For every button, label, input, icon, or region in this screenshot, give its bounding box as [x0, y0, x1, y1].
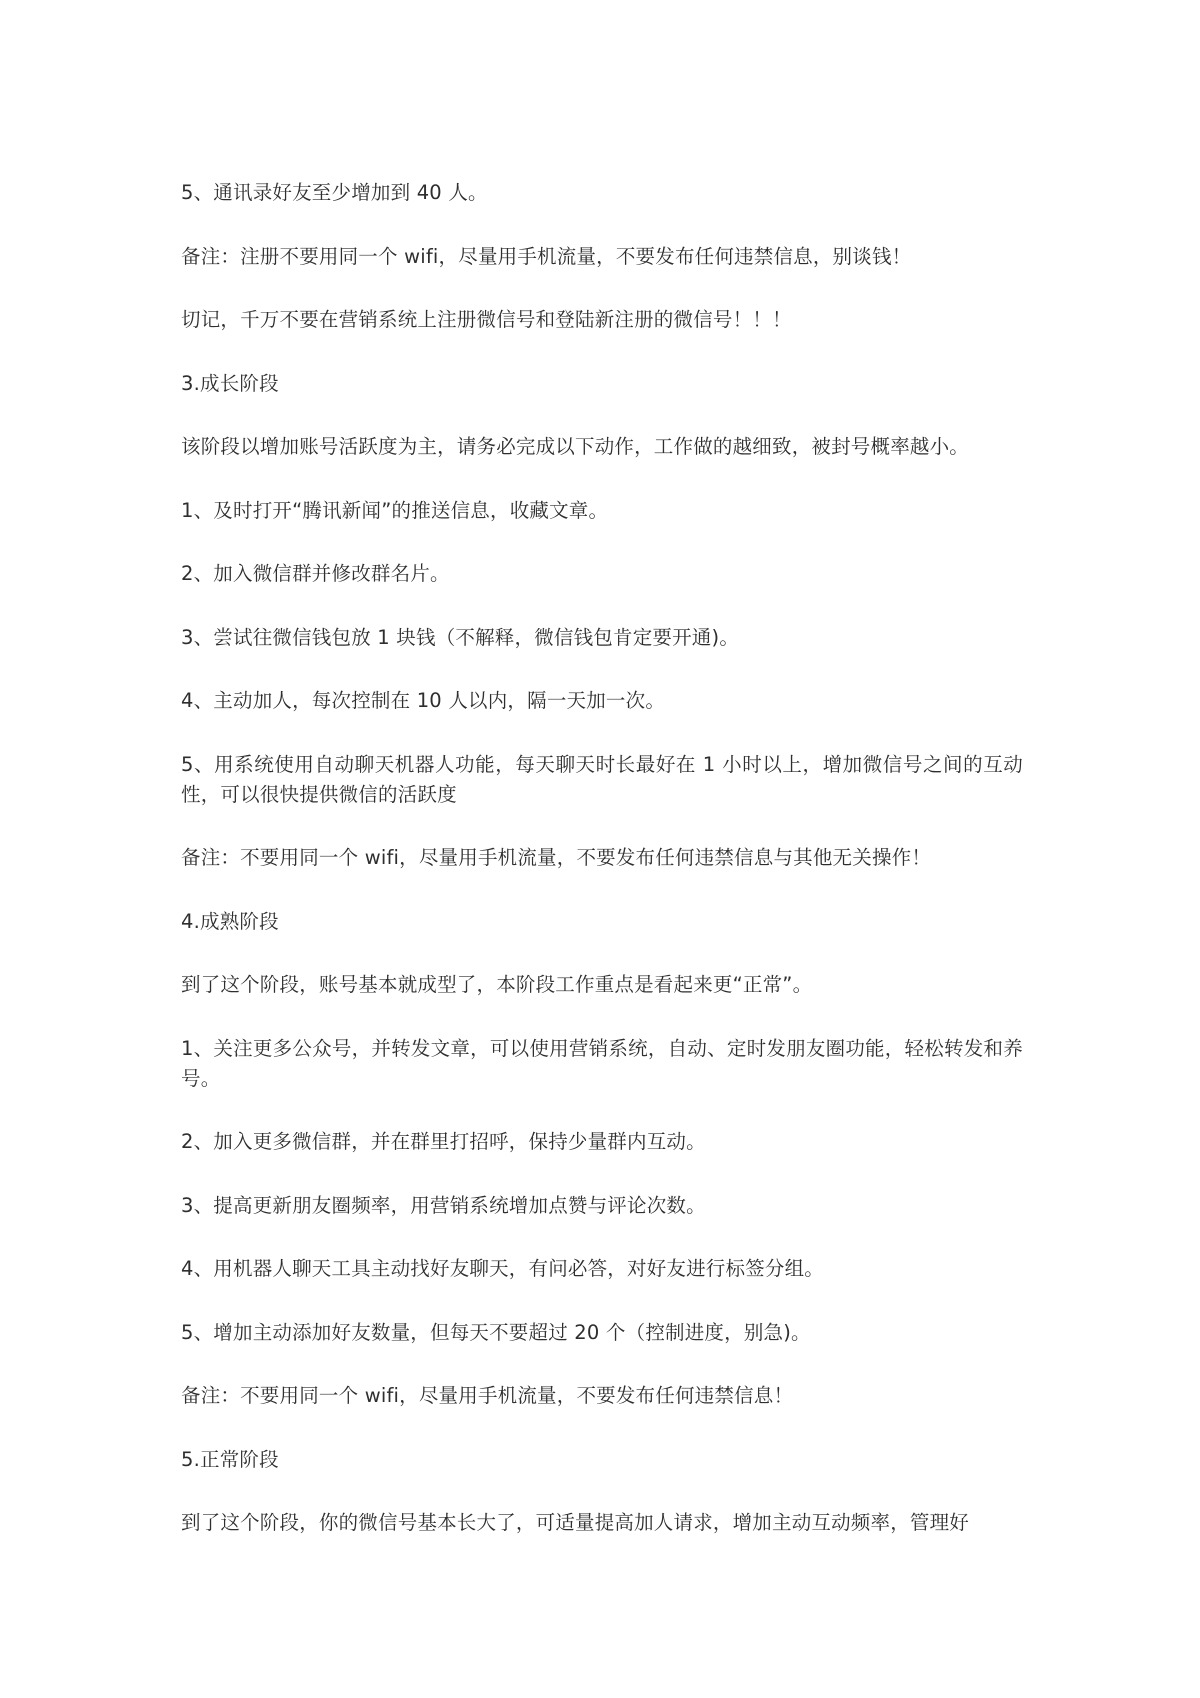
mature-item-4: 4、用机器人聊天工具主动找好友聊天，有问必答，对好友进行标签分组。 [181, 1257, 825, 1280]
mature-item-1: 1、关注更多公众号，并转发文章，可以使用营销系统，自动、定时发朋友圈功能，轻松转发和养号。 [181, 1036, 1023, 1090]
section-heading-mature: 4.成熟阶段 [181, 909, 279, 933]
growth-intro: 该阶段以增加账号活跃度为主，请务必完成以下动作，工作做的越细致，被封号概率越小。 [181, 435, 970, 458]
mature-item-3: 3、提高更新朋友圈频率，用营销系统增加点赞与评论次数。 [181, 1193, 706, 1217]
normal-intro: 到了这个阶段，你的微信号基本长大了，可适量提高加人请求，增加主动互动频率，管理好 [181, 1511, 970, 1534]
growth-note: 备注：不要用同一个 wifi，尽量用手机流量，不要发布任何违禁信息与其他无关操作！ [181, 846, 932, 869]
mature-item-5: 5、增加主动添加好友数量，但每天不要超过 20 个（控制进度，别急)。 [181, 1320, 811, 1344]
growth-item-4: 4、主动加人，每次控制在 10 人以内，隔一天加一次。 [181, 689, 666, 712]
growth-item-1: 1、及时打开“腾讯新闻”的推送信息，收藏文章。 [181, 498, 609, 522]
mature-note: 备注：不要用同一个 wifi，尽量用手机流量，不要发布任何违禁信息！ [181, 1384, 794, 1407]
section-heading-growth: 3.成长阶段 [181, 371, 279, 395]
note-registration: 备注：注册不要用同一个 wifi，尽量用手机流量，不要发布任何违禁信息，别谈钱！ [181, 244, 912, 268]
growth-item-2: 2、加入微信群并修改群名片。 [181, 562, 450, 585]
section-heading-normal: 5.正常阶段 [181, 1447, 279, 1471]
list-item-contacts-40: 5、通讯录好友至少增加到 40 人。 [181, 181, 488, 204]
mature-item-2: 2、加入更多微信群，并在群里打招呼，保持少量群内互动。 [181, 1130, 706, 1153]
growth-item-5: 5、用系统使用自动聊天机器人功能，每天聊天时长最好在 1 小时以上，增加微信号之间的互动性，可以很快提供微信的活跃度 [181, 752, 1023, 806]
growth-item-3: 3、尝试往微信钱包放 1 块钱（不解释，微信钱包肯定要开通)。 [181, 625, 740, 649]
mature-intro: 到了这个阶段，账号基本就成型了，本阶段工作重点是看起来更“正常”。 [181, 973, 813, 996]
warning-marketing-system: 切记，千万不要在营销系统上注册微信号和登陆新注册的微信号！！！ [181, 308, 792, 331]
document-page [181, 178, 1023, 1572]
